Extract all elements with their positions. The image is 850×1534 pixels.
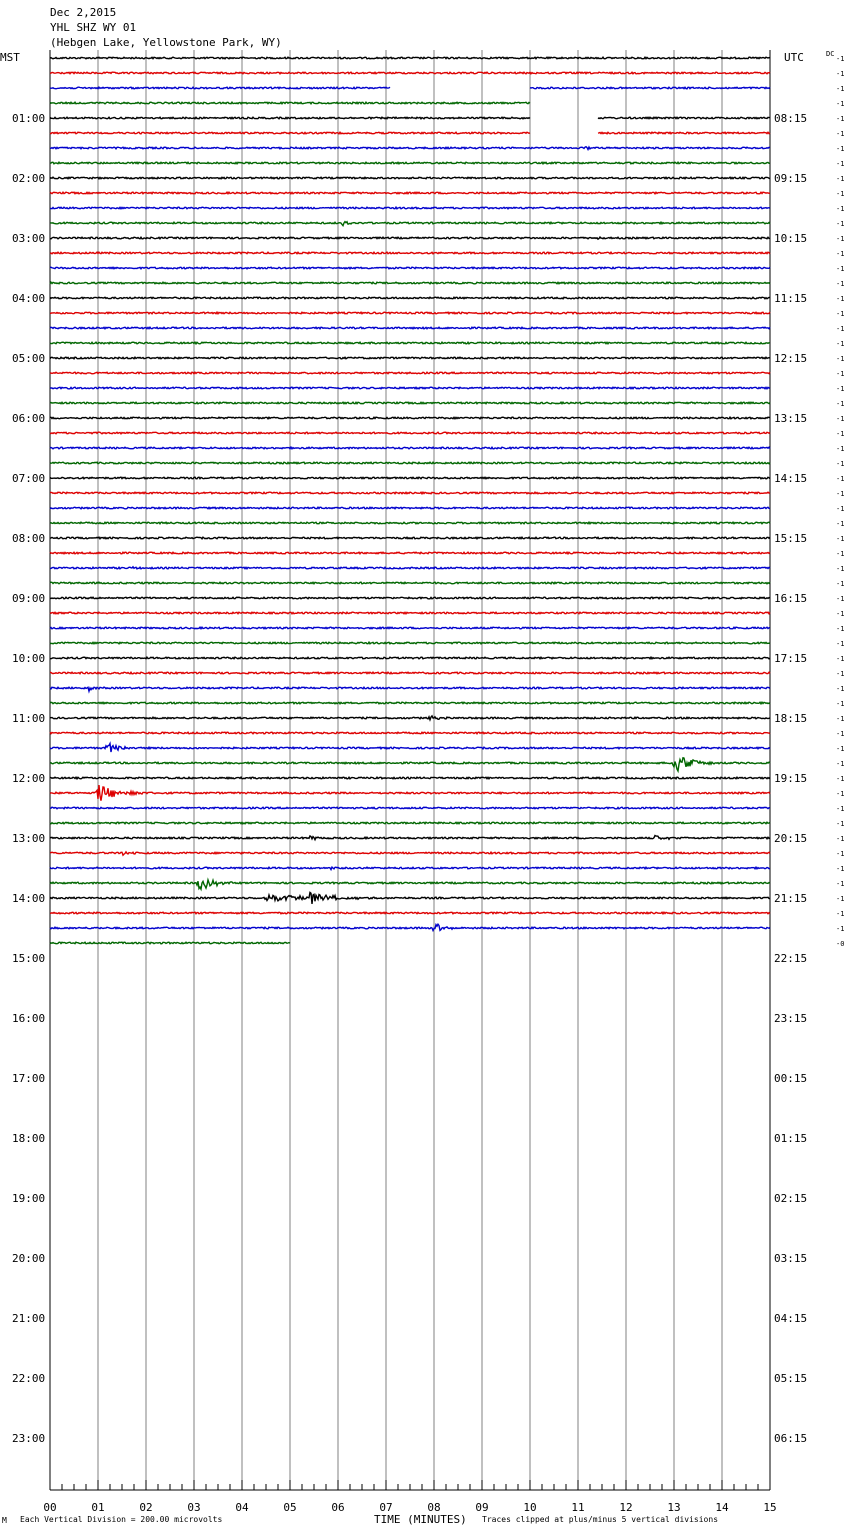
trace-31	[50, 507, 770, 509]
dc-offset-10: -1	[836, 190, 845, 198]
trace-51	[50, 807, 770, 809]
trace-3	[50, 87, 770, 89]
mst-label-1200: 12:00	[12, 772, 46, 785]
utc-label-0315: 03:15	[774, 1252, 808, 1265]
trace-22	[50, 372, 770, 374]
mst-label-1700: 17:00	[12, 1072, 46, 1085]
trace-40	[50, 642, 770, 644]
utc-label-0615: 06:15	[774, 1432, 808, 1445]
trace-47	[50, 744, 770, 753]
dc-offset-22: -1	[836, 370, 845, 378]
dc-offset-23: -1	[836, 385, 845, 393]
utc-label-2215: 22:15	[774, 952, 808, 965]
dc-offset-38: -1	[836, 610, 845, 618]
utc-label-0815: 08:15	[774, 112, 808, 125]
trace-8	[50, 162, 770, 164]
utc-label-2315: 23:15	[774, 1012, 808, 1025]
trace-36	[50, 582, 770, 584]
dc-offset-24: -1	[836, 400, 845, 408]
trace-52	[50, 822, 770, 824]
trace-39	[50, 627, 770, 629]
trace-7	[50, 147, 770, 150]
mst-label-1600: 16:00	[12, 1012, 46, 1025]
trace-14	[50, 252, 770, 254]
trace-44	[50, 702, 770, 704]
dc-offset-50: -1	[836, 790, 845, 798]
mst-label-1300: 13:00	[12, 832, 46, 845]
utc-label-0515: 05:15	[774, 1372, 808, 1385]
mst-label-1000: 10:00	[12, 652, 46, 665]
dc-offset-5: -1	[836, 115, 845, 123]
dc-offset-34: -1	[836, 550, 845, 558]
x-tick-label-08: 08	[427, 1501, 441, 1514]
dc-offset-16: -1	[836, 280, 845, 288]
trace-13	[50, 237, 770, 239]
x-tick-label-10: 10	[523, 1501, 537, 1514]
mst-label-1800: 18:00	[12, 1132, 46, 1145]
utc-label-1715: 17:15	[774, 652, 808, 665]
dc-label: DC	[826, 50, 835, 58]
utc-label-0915: 09:15	[774, 172, 808, 185]
dc-offset-56: -1	[836, 880, 845, 888]
mst-label-0300: 03:00	[12, 232, 46, 245]
dc-offset-35: -1	[836, 565, 845, 573]
dc-offset-1: -1	[836, 55, 845, 63]
mst-label-0200: 02:00	[12, 172, 46, 185]
utc-label-2015: 20:15	[774, 832, 808, 845]
dc-offset-41: -1	[836, 655, 845, 663]
x-tick-label-00: 00	[43, 1501, 57, 1514]
dc-offset-49: -1	[836, 775, 845, 783]
x-tick-label-02: 02	[139, 1501, 153, 1514]
dc-offset-25: -1	[836, 415, 845, 423]
trace-6	[50, 132, 770, 134]
dc-offset-27: -1	[836, 445, 845, 453]
dc-offset-52: -1	[836, 820, 845, 828]
traces-group	[50, 57, 770, 944]
trace-43	[50, 687, 770, 691]
dc-offset-12: -1	[836, 220, 845, 228]
trace-9	[50, 177, 770, 179]
dc-offset-57: -1	[836, 895, 845, 903]
trace-30	[50, 492, 770, 494]
trace-50	[50, 785, 770, 801]
dc-offset-26: -1	[836, 430, 845, 438]
right-axis-title: UTC	[784, 51, 804, 64]
trace-17	[50, 297, 770, 299]
x-tick-label-09: 09	[475, 1501, 489, 1514]
utc-label-1415: 14:15	[774, 472, 808, 485]
left-axis-title: MST	[0, 51, 20, 64]
trace-19	[50, 327, 770, 329]
utc-label-1815: 18:15	[774, 712, 808, 725]
chart-date: Dec 2,2015	[50, 6, 117, 19]
dc-offset-60: -0	[836, 940, 845, 948]
trace-53	[50, 836, 770, 840]
mst-label-1500: 15:00	[12, 952, 46, 965]
trace-24	[50, 402, 770, 404]
dc-offset-6: -1	[836, 130, 845, 138]
trace-35	[50, 567, 770, 569]
trace-34	[50, 552, 770, 554]
scale-note: Each Vertical Division = 200.00 microvolts	[20, 1515, 223, 1524]
mst-label-0400: 04:00	[12, 292, 46, 305]
utc-label-1515: 15:15	[774, 532, 808, 545]
dc-offset-20: -1	[836, 340, 845, 348]
x-tick-label-14: 14	[715, 1501, 729, 1514]
clip-note: Traces clipped at plus/minus 5 vertical divisions	[482, 1515, 719, 1524]
mst-label-0900: 09:00	[12, 592, 46, 605]
trace-2	[50, 72, 770, 74]
utc-label-1215: 12:15	[774, 352, 808, 365]
mst-label-0500: 05:00	[12, 352, 46, 365]
x-tick-label-15: 15	[763, 1501, 777, 1514]
x-tick-label-13: 13	[667, 1501, 681, 1514]
utc-label-1315: 13:15	[774, 412, 808, 425]
dc-offset-21: -1	[836, 355, 845, 363]
mst-label-1900: 19:00	[12, 1192, 46, 1205]
dc-offset-17: -1	[836, 295, 845, 303]
utc-label-1915: 19:15	[774, 772, 808, 785]
x-tick-label-12: 12	[619, 1501, 633, 1514]
x-tick-label-06: 06	[331, 1501, 345, 1514]
dc-offset-31: -1	[836, 505, 845, 513]
utc-label-0115: 01:15	[774, 1132, 808, 1145]
mst-label-0700: 07:00	[12, 472, 46, 485]
trace-37	[50, 597, 770, 599]
dc-offset-9: -1	[836, 175, 845, 183]
trace-58	[50, 912, 770, 914]
mst-label-2200: 22:00	[12, 1372, 46, 1385]
dc-offset-30: -1	[836, 490, 845, 498]
mst-label-0800: 08:00	[12, 532, 46, 545]
x-axis-ticks	[43, 1480, 776, 1514]
dc-offset-40: -1	[836, 640, 845, 648]
dc-offset-11: -1	[836, 205, 845, 213]
dc-offset-44: -1	[836, 700, 845, 708]
minute-gridlines	[98, 50, 722, 1490]
mst-label-1400: 14:00	[12, 892, 46, 905]
dc-offset-54: -1	[836, 850, 845, 858]
trace-1	[50, 57, 770, 59]
x-axis-label: TIME (MINUTES)	[374, 1513, 467, 1526]
dc-offset-14: -1	[836, 250, 845, 258]
trace-32	[50, 522, 770, 524]
trace-23	[50, 387, 770, 389]
dc-offset-53: -1	[836, 835, 845, 843]
utc-label-2115: 21:15	[774, 892, 808, 905]
trace-5	[50, 117, 770, 119]
dc-offset-32: -1	[836, 520, 845, 528]
dc-offset-48: -1	[836, 760, 845, 768]
dc-offset-55: -1	[836, 865, 845, 873]
dc-offset-19: -1	[836, 325, 845, 333]
x-tick-label-11: 11	[571, 1501, 585, 1514]
dc-offset-13: -1	[836, 235, 845, 243]
trace-10	[50, 192, 770, 194]
dc-offset-33: -1	[836, 535, 845, 543]
trace-18	[50, 312, 770, 314]
dc-offset-46: -1	[836, 730, 845, 738]
trace-26	[50, 432, 770, 434]
mst-label-2000: 20:00	[12, 1252, 46, 1265]
dc-offset-labels	[836, 55, 844, 948]
dc-offset-2: -1	[836, 70, 845, 78]
trace-45	[50, 716, 770, 720]
trace-42	[50, 672, 770, 674]
trace-57	[50, 892, 770, 904]
trace-11	[50, 207, 770, 209]
trace-12	[50, 222, 770, 226]
trace-49	[50, 777, 770, 779]
trace-33	[50, 537, 770, 539]
dc-offset-7: -1	[836, 145, 845, 153]
trace-48	[50, 758, 770, 771]
dc-offset-3: -1	[836, 85, 845, 93]
mst-label-2300: 23:00	[12, 1432, 46, 1445]
dc-offset-18: -1	[836, 310, 845, 318]
x-tick-label-04: 04	[235, 1501, 249, 1514]
dc-offset-29: -1	[836, 475, 845, 483]
dc-offset-51: -1	[836, 805, 845, 813]
dc-offset-43: -1	[836, 685, 845, 693]
trace-56	[50, 880, 770, 889]
dc-offset-59: -1	[836, 925, 845, 933]
dc-offset-36: -1	[836, 580, 845, 588]
trace-21	[50, 357, 770, 359]
utc-label-0415: 04:15	[774, 1312, 808, 1325]
dc-offset-4: -1	[836, 100, 845, 108]
trace-29	[50, 477, 770, 479]
mst-label-0100: 01:00	[12, 112, 46, 125]
x-tick-label-03: 03	[187, 1501, 201, 1514]
x-tick-label-01: 01	[91, 1501, 105, 1514]
utc-label-0015: 00:15	[774, 1072, 808, 1085]
trace-28	[50, 462, 770, 464]
trace-60	[50, 942, 290, 944]
trace-54	[50, 852, 770, 855]
dc-offset-47: -1	[836, 745, 845, 753]
dc-offset-8: -1	[836, 160, 845, 168]
dc-offset-15: -1	[836, 265, 845, 273]
trace-46	[50, 732, 770, 734]
dc-offset-37: -1	[836, 595, 845, 603]
trace-55	[50, 867, 770, 870]
dc-offset-39: -1	[836, 625, 845, 633]
utc-label-1015: 10:15	[774, 232, 808, 245]
trace-20	[50, 342, 770, 344]
utc-label-1115: 11:15	[774, 292, 808, 305]
trace-41	[50, 657, 770, 659]
trace-16	[50, 282, 770, 284]
mst-label-1100: 11:00	[12, 712, 46, 725]
trace-15	[50, 267, 770, 269]
trace-59	[50, 924, 770, 930]
trace-38	[50, 612, 770, 614]
corner-mark: M	[2, 1516, 7, 1525]
utc-label-0215: 02:15	[774, 1192, 808, 1205]
x-tick-label-07: 07	[379, 1501, 393, 1514]
dc-offset-58: -1	[836, 910, 845, 918]
chart-station: YHL SHZ WY 01	[50, 21, 137, 34]
chart-location: (Hebgen Lake, Yellowstone Park, WY)	[50, 36, 282, 49]
trace-27	[50, 447, 770, 449]
x-tick-label-05: 05	[283, 1501, 297, 1514]
mst-label-0600: 06:00	[12, 412, 46, 425]
dc-offset-45: -1	[836, 715, 845, 723]
mst-label-2100: 21:00	[12, 1312, 46, 1325]
trace-25	[50, 417, 770, 419]
dc-offset-42: -1	[836, 670, 845, 678]
dc-offset-28: -1	[836, 460, 845, 468]
utc-label-1615: 16:15	[774, 592, 808, 605]
